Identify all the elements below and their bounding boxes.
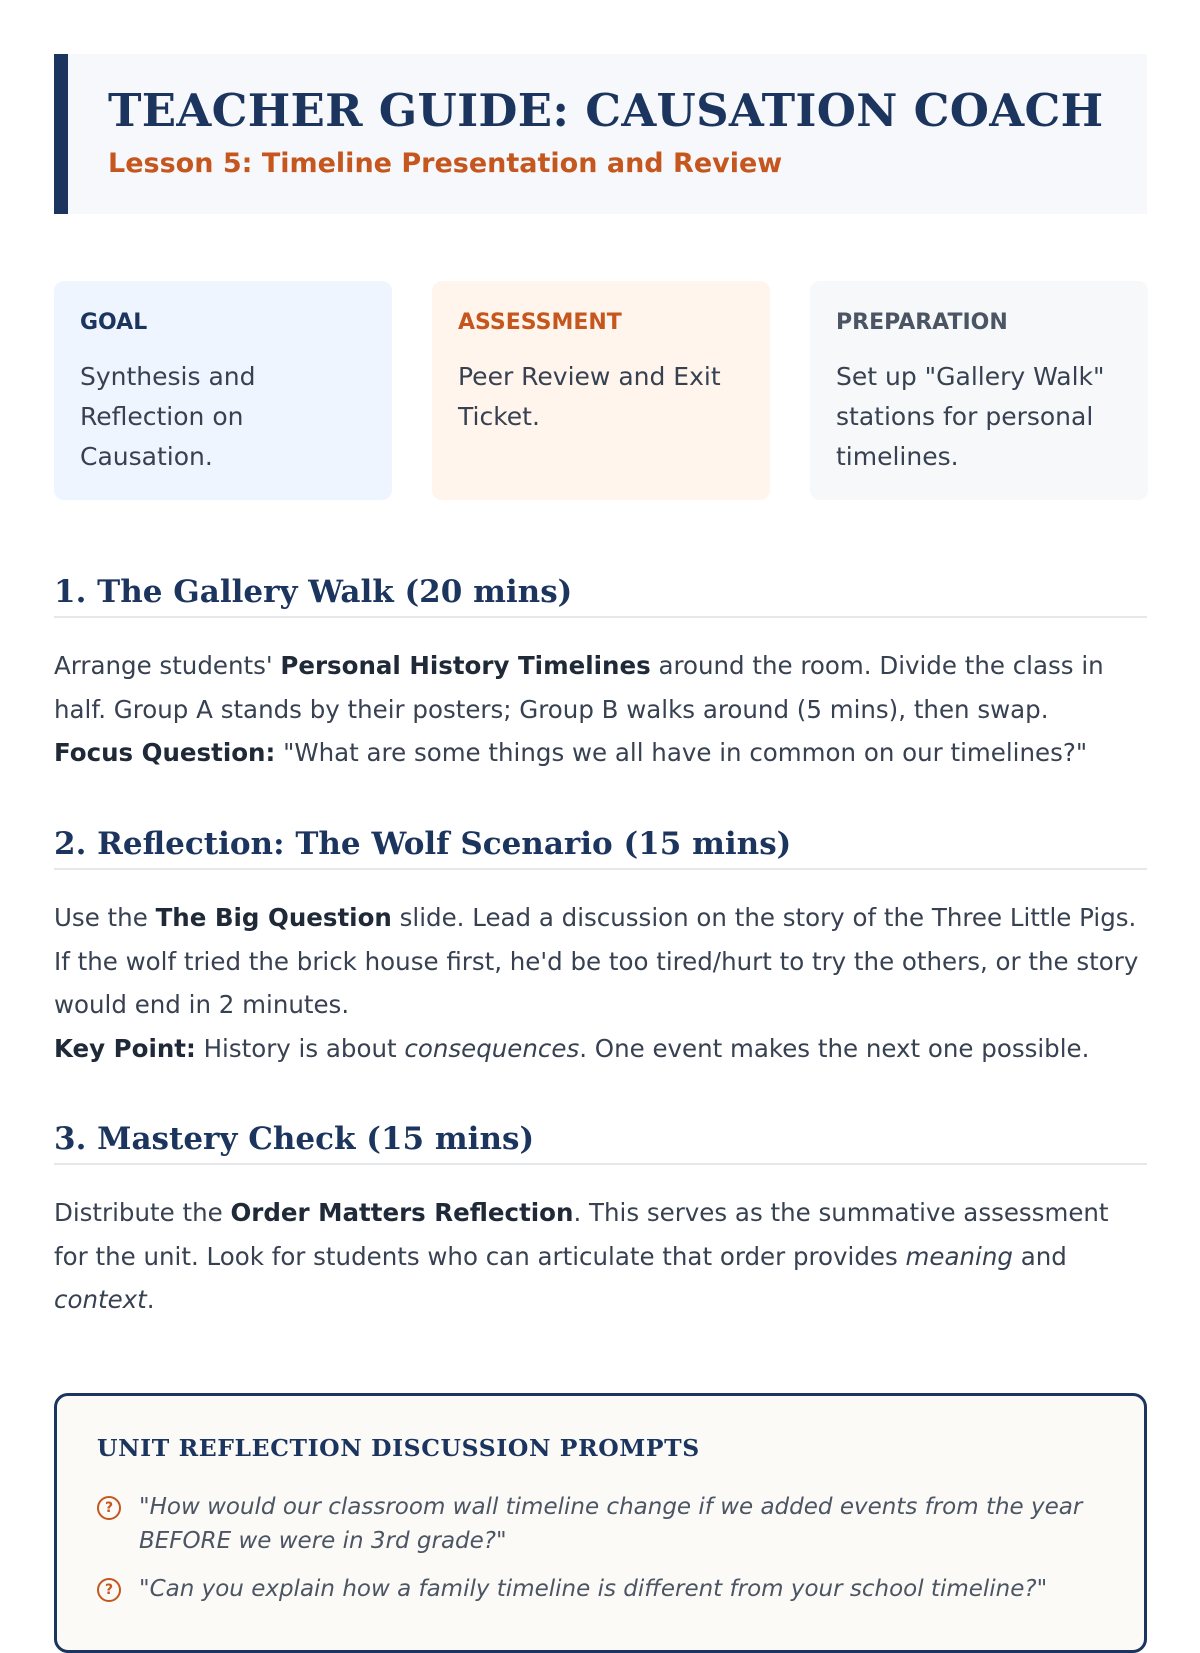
body-text: around the room. Divide the class in half. Group A stands by their posters; Group B walks around (5 mins), then swap. bbox=[54, 651, 1104, 724]
question-circle-icon: ? bbox=[97, 1578, 121, 1602]
key-point-label: Key Point: bbox=[54, 1033, 196, 1063]
section-heading: 2. Reflection: The Wolf Scenario (15 mins) bbox=[54, 822, 1147, 870]
emphasis-term: meaning bbox=[905, 1241, 1013, 1271]
page-title: TEACHER GUIDE: CAUSATION COACH bbox=[108, 84, 1104, 137]
focus-question-text: "What are some things we all have in common on our timelines?" bbox=[275, 738, 1088, 767]
preparation-card bbox=[810, 281, 1148, 500]
body-text: History is about bbox=[195, 1033, 405, 1063]
assessment-card bbox=[432, 281, 770, 500]
question-circle-icon: ? bbox=[97, 1496, 121, 1520]
goal-card bbox=[54, 281, 392, 500]
section-body bbox=[54, 644, 1147, 775]
body-text: Use the bbox=[54, 903, 156, 932]
focus-question-label: Focus Question: bbox=[54, 738, 276, 767]
prompt-item bbox=[97, 1572, 1104, 1606]
assessment-label: ASSESSMENT bbox=[458, 310, 622, 335]
body-text: and bbox=[1012, 1241, 1067, 1271]
bold-term: Order Matters Reflection bbox=[230, 1198, 574, 1227]
lesson-subtitle: Lesson 5: Timeline Presentation and Review bbox=[108, 148, 783, 179]
reflection-prompts-box bbox=[54, 1393, 1147, 1653]
goal-label: GOAL bbox=[80, 310, 148, 335]
emphasis-term: consequences bbox=[404, 1033, 580, 1063]
goal-text: Synthesis and Reflection on Causation. bbox=[80, 362, 256, 471]
section-wolf-scenario bbox=[54, 822, 1147, 1070]
body-text: . One event makes the next one possible. bbox=[579, 1033, 1090, 1063]
assessment-text: Peer Review and Exit Ticket. bbox=[458, 362, 721, 431]
prompts-title: UNIT REFLECTION DISCUSSION PROMPTS bbox=[97, 1434, 700, 1462]
section-body bbox=[54, 896, 1147, 1070]
section-heading: 1. The Gallery Walk (20 mins) bbox=[54, 570, 1147, 618]
header-banner bbox=[54, 54, 1147, 214]
prompt-text: "Can you explain how a family timeline is different from your school timeline?" bbox=[139, 1576, 1048, 1602]
body-text: Distribute the bbox=[54, 1198, 231, 1227]
preparation-label: PREPARATION bbox=[836, 310, 1008, 335]
section-body bbox=[54, 1191, 1147, 1322]
prompt-text: "How would our classroom wall timeline change if we added events from the year BEFORE we were in 3rd grade?" bbox=[139, 1494, 1083, 1554]
preparation-text: Set up "Gallery Walk" stations for personal timelines. bbox=[836, 362, 1105, 471]
body-text: . This serves as the summative assessment for the unit. Look for students who can articulate that order provides bbox=[54, 1198, 1109, 1271]
bold-term: The Big Question bbox=[155, 903, 392, 932]
section-heading: 3. Mastery Check (15 mins) bbox=[54, 1117, 1147, 1165]
emphasis-term: context bbox=[54, 1285, 147, 1314]
body-text: . bbox=[146, 1285, 155, 1314]
prompt-item bbox=[97, 1490, 1104, 1558]
section-mastery-check bbox=[54, 1117, 1147, 1322]
bold-term: Personal History Timelines bbox=[280, 651, 651, 680]
section-gallery-walk bbox=[54, 570, 1147, 775]
body-text: Arrange students' bbox=[54, 651, 281, 680]
body-text: slide. Lead a discussion on the story of the Three Little Pigs. If the wolf tried the brick house first, he'd be too tired/hurt to try the others, or the story would end in 2 minutes. bbox=[54, 903, 1139, 1019]
